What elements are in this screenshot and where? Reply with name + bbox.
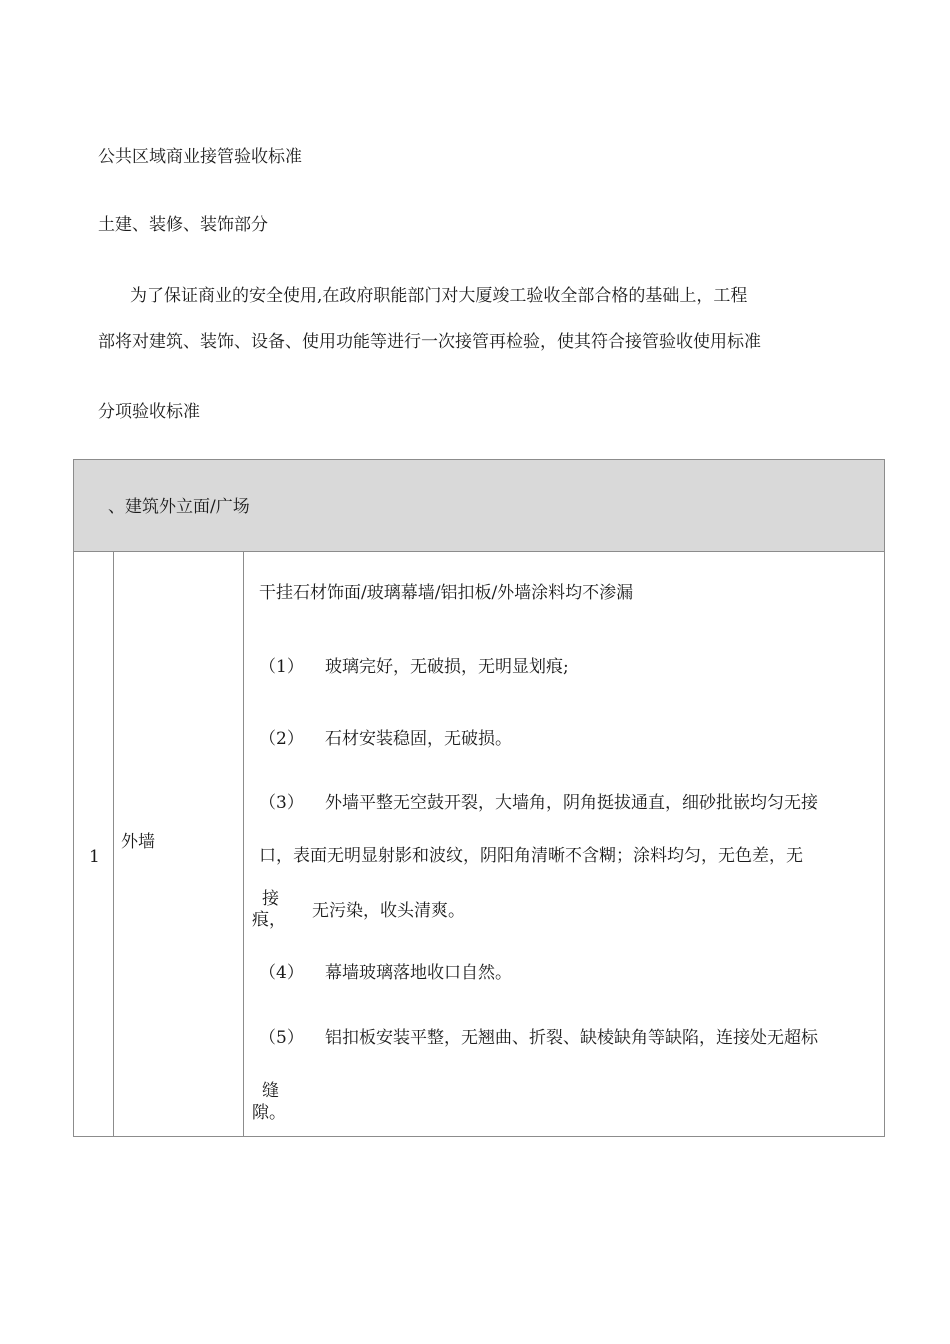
criteria-text: 外墙平整无空鼓开裂，大墙角，阴角挺拔通直，细砂批嵌均匀无接: [325, 793, 818, 813]
column-divider: [113, 552, 114, 1136]
section-heading: 土建、装修、装饰部分: [98, 215, 268, 235]
table-header-row: [74, 460, 884, 552]
criteria-text: 幕墙玻璃落地收口自然。: [325, 963, 512, 983]
column-divider: [243, 552, 244, 1136]
intro-paragraph-line-2: 部将对建筑、装饰、设备、使用功能等进行一次接管再检验，使其符合接管验收使用标准: [98, 332, 761, 352]
criteria-number: （3）: [259, 793, 304, 813]
criteria-text: 缝: [262, 1081, 279, 1101]
acceptance-standards-table: [73, 459, 885, 1137]
criteria-text: 口，表面无明显射影和波纹，阴阳角清晰不含糊；涂料均匀，无色差，无: [259, 846, 803, 866]
criteria-lead: 干挂石材饰面/玻璃幕墙/铝扣板/外墙涂料均不渗漏: [259, 583, 634, 603]
criteria-text: 无污染，收头清爽。: [312, 901, 465, 921]
criteria-text: 接: [262, 889, 279, 909]
intro-paragraph-line-1: 为了保证商业的安全使用,在政府职能部门对大厦竣工验收全部合格的基础上，工程: [130, 286, 748, 306]
criteria-number: （2）: [259, 729, 304, 749]
criteria-number: （4）: [259, 963, 304, 983]
criteria-text: 玻璃完好，无破损，无明显划痕;: [325, 657, 569, 677]
row-number: 1: [89, 847, 100, 867]
table-header-text: 、建筑外立面/广场: [108, 497, 250, 517]
criteria-text: 痕，: [252, 910, 286, 930]
criteria-text: 隙。: [252, 1103, 286, 1123]
row-item-name: 外墙: [121, 832, 155, 852]
criteria-text: 石材安装稳固，无破损。: [325, 729, 512, 749]
subheading: 分项验收标准: [98, 402, 200, 422]
document-title: 公共区域商业接管验收标准: [98, 147, 302, 167]
criteria-number: （1）: [259, 657, 304, 677]
criteria-number: （5）: [259, 1028, 304, 1048]
criteria-text: 铝扣板安装平整，无翘曲、折裂、缺棱缺角等缺陷，连接处无超标: [325, 1028, 818, 1048]
